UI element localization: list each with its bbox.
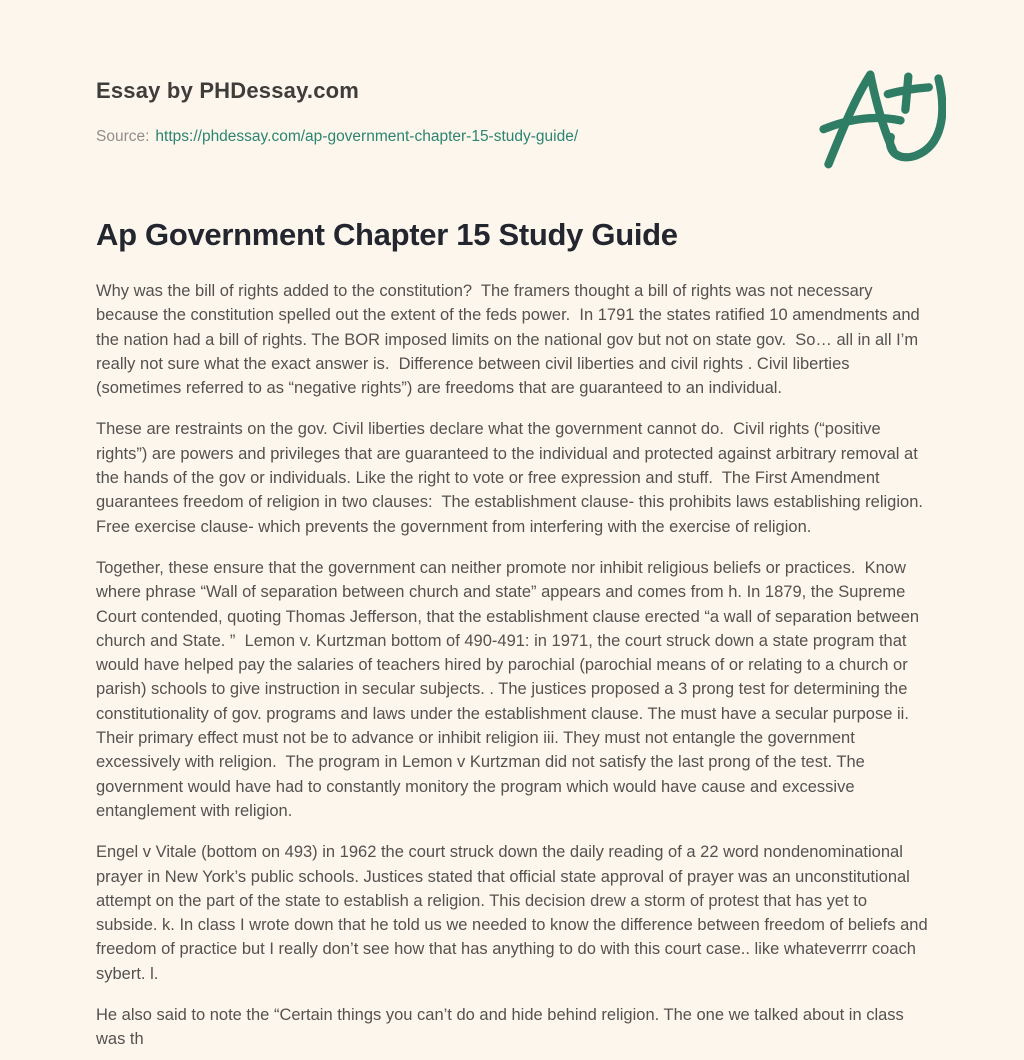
page-title: Ap Government Chapter 15 Study Guide: [96, 217, 678, 252]
source-link[interactable]: https://phdessay.com/ap-government-chapter-15-study-guide/: [155, 128, 579, 145]
source-label: Source:: [96, 128, 150, 145]
site-brand: Essay by PHDessay.com: [96, 78, 360, 103]
source-row: [96, 128, 928, 146]
essay-paragraph: Why was the bill of rights added to the constitution? The framers thought a bill of rights was not necessary because the constitution spelled out the extent of the feds power. In 1791 the states ratified 10 amendments and the nation had a bill of rights. The BOR imposed limits on the national gov but not on state gov. So… all in all I’m really not sure what the exact answer is. Difference between civil liberties and civil rights . Civil liberties (sometimes referred to as “negative rights”) are freedoms that are guaranteed to an individual.: [96, 282, 925, 398]
essay-body: [96, 279, 933, 1052]
essay-paragraph: Together, these ensure that the government can neither promote nor inhibit religious beliefs or practices. Know where phrase “Wall of separation between church and state” appears and comes from h. In 1879, the Supreme Court contended, quoting Thomas Jefferson, that the establishment clause erected “a wall of separation between church and State. ” Lemon v. Kurtzman bottom of 490-491: in 1971, the court struck down a state program that would have helped pay the salaries of teachers hired by parochial (parochial means of or relating to a church or parish) schools to give instruction in secular subjects. . The justices proposed a 3 prong test for determining the constitutionality of gov. programs and laws under the establishment clause. The must have a secular purpose ii. Their primary effect must not be to advance or inhibit religion iii. They must not entangle the government excessively with religion. The program in Lemon v Kurtzman did not satisfy the last prong of the test. The government would have had to constantly monitory the program which would have cause and excessive entanglement with religion.: [96, 558, 924, 820]
essay-paragraph: These are restraints on the gov. Civil liberties declare what the government cannot do. Civil rights (“positive rights”) are powers and privileges that are guaranteed to the individual and protected against arbitrary removal at the hands of the gov or individuals. Like the right to vote or free expression and stuff. The First Amendment guarantees freedom of religion in two clauses: The establishment clause- this prohibits laws establishing religion. Free exercise clause- which prevents the government from interfering with the exercise of religion.: [96, 420, 933, 536]
page-content: [96, 0, 933, 1052]
page-header: [96, 0, 928, 146]
essay-paragraph: He also said to note the “Certain things you can’t do and hide behind religion. The one we talked about in class was th: [96, 1006, 909, 1049]
essay-paragraph: Engel v Vitale (bottom on 493) in 1962 the court struck down the daily reading of a 22 word nondenominational prayer in New York’s public schools. Justices stated that official state approval of prayer was an unconstitutional attempt on the part of the state to establish a religion. This decision drew a storm of protest that has yet to subside. k. In class I wrote down that he told us we needed to know the difference between freedom of beliefs and freedom of practice but I really don’t see how that has anything to do with this court case.. like whateverrrr coach sybert. l.: [96, 843, 933, 983]
